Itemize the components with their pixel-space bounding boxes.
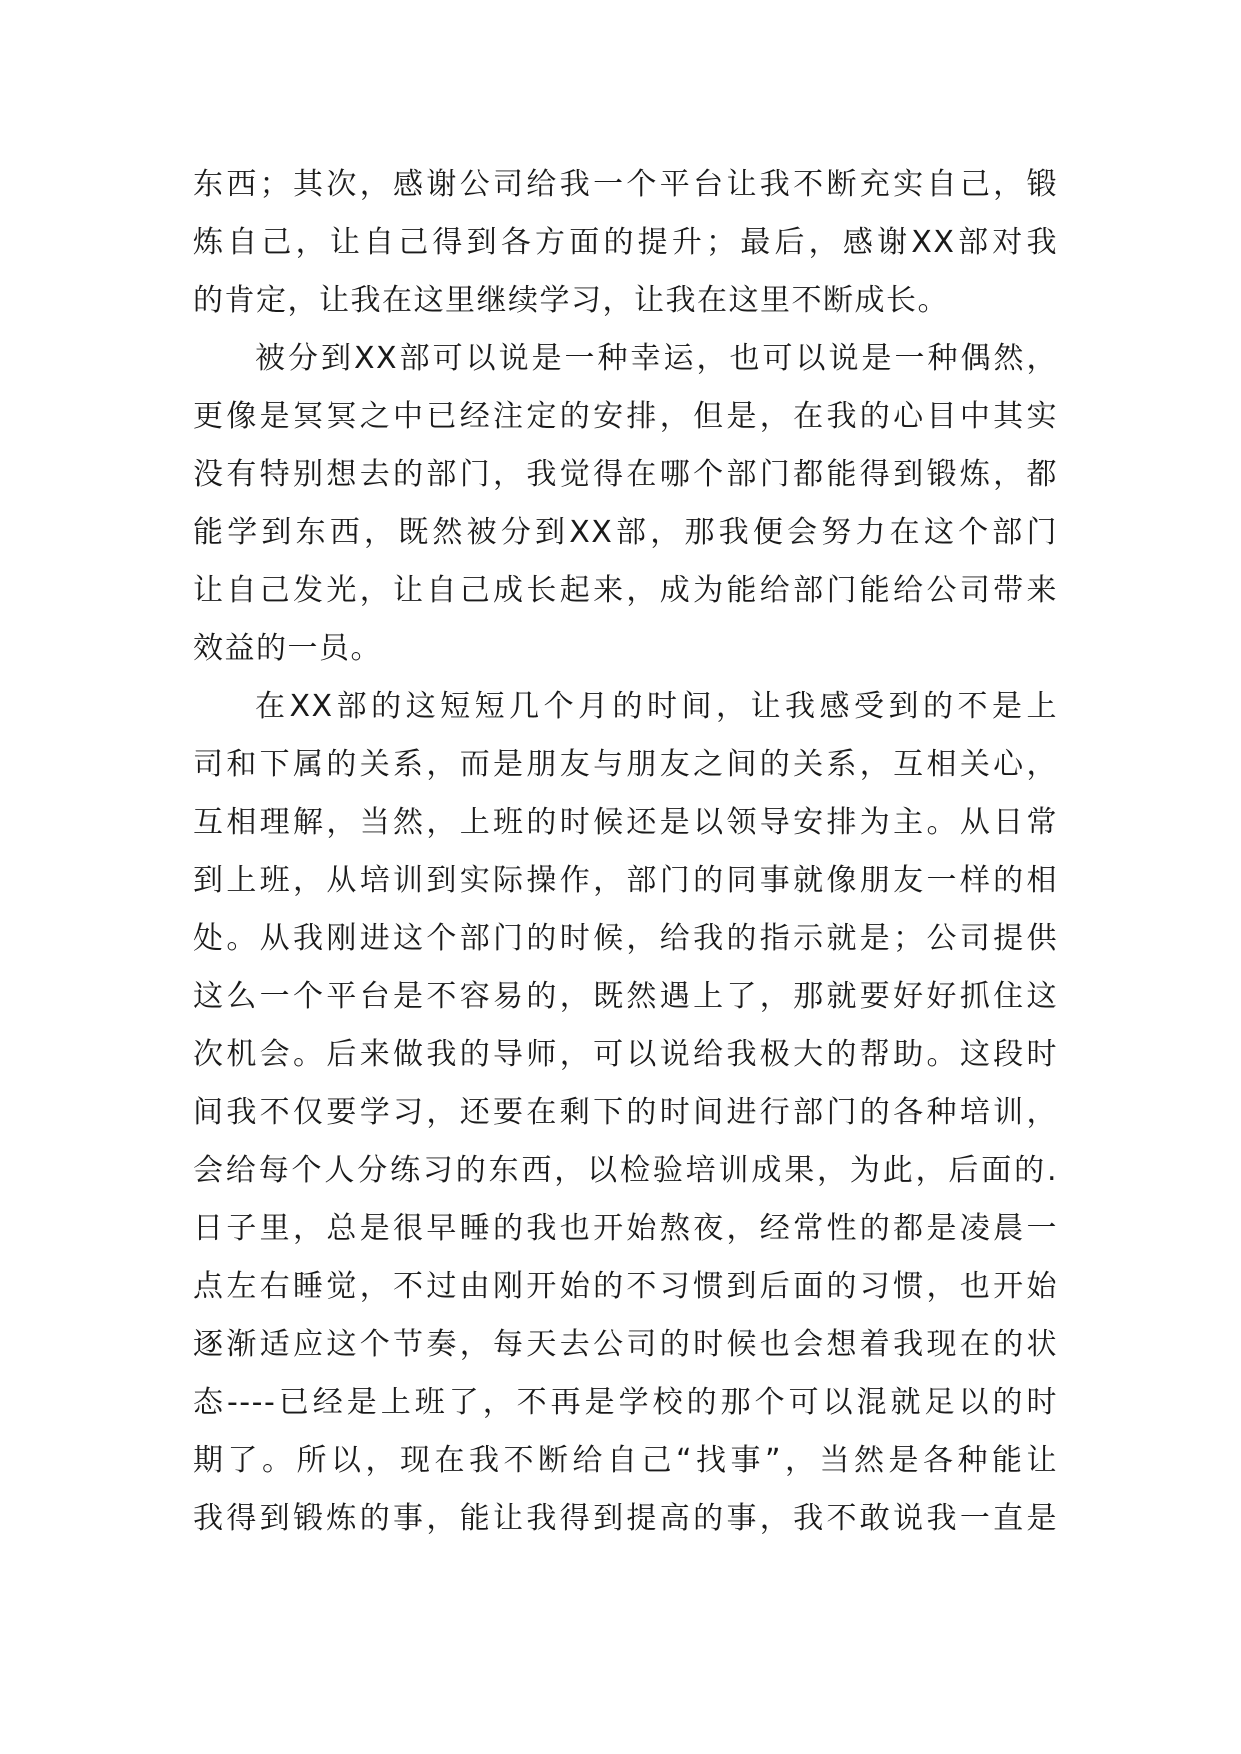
text-line: 点左右睡觉，不过由刚开始的不习惯到后面的习惯，也开始 xyxy=(193,1269,1058,1304)
text-line: 炼自己，让自己得到各方面的提升；最后，感谢XX部对我 xyxy=(193,225,1058,260)
text-line: 司和下属的关系，而是朋友与朋友之间的关系，互相关心， xyxy=(193,747,1058,782)
text-line: 东西；其次，感谢公司给我一个平台让我不断充实自己，锻 xyxy=(193,167,1058,202)
text-line: 处。从我刚进这个部门的时候，给我的指示就是；公司提供 xyxy=(193,921,1058,956)
text-line: 在XX部的这短短几个月的时间，让我感受到的不是上 xyxy=(255,689,1058,724)
text-line: 互相理解，当然，上班的时候还是以领导安排为主。从日常 xyxy=(193,805,1058,840)
text-line: 我得到锻炼的事，能让我得到提高的事，我不敢说我一直是 xyxy=(193,1501,1058,1536)
text-line: 被分到XX部可以说是一种幸运，也可以说是一种偶然， xyxy=(255,341,1058,376)
text-line: 态----已经是上班了，不再是学校的那个可以混就足以的时 xyxy=(193,1385,1058,1420)
text-line: 间我不仅要学习，还要在剩下的时间进行部门的各种培训， xyxy=(193,1095,1058,1130)
text-line: 没有特别想去的部门，我觉得在哪个部门都能得到锻炼，都 xyxy=(193,457,1058,492)
text-line: 能学到东西，既然被分到XX部，那我便会努力在这个部门 xyxy=(193,515,1058,550)
text-line: 会给每个人分练习的东西，以检验培训成果，为此，后面的. xyxy=(193,1153,1058,1188)
text-line: 效益的一员。 xyxy=(193,631,382,666)
text-line: 日子里，总是很早睡的我也开始熬夜，经常性的都是凌晨一 xyxy=(193,1211,1058,1246)
text-line: 更像是冥冥之中已经注定的安排，但是，在我的心目中其实 xyxy=(193,399,1058,434)
text-line: 让自己发光，让自己成长起来，成为能给部门能给公司带来 xyxy=(193,573,1058,608)
body-text xyxy=(193,156,1058,1548)
text-line: 这么一个平台是不容易的，既然遇上了，那就要好好抓住这 xyxy=(193,979,1058,1014)
text-line: 的肯定，让我在这里继续学习，让我在这里不断成长。 xyxy=(193,283,949,318)
text-line: 到上班，从培训到实际操作，部门的同事就像朋友一样的相 xyxy=(193,863,1058,898)
text-line: 次机会。后来做我的导师，可以说给我极大的帮助。这段时 xyxy=(193,1037,1058,1072)
text-line: 期了。所以，现在我不断给自己“找事”，当然是各种能让 xyxy=(193,1443,1058,1478)
text-line: 逐渐适应这个节奏，每天去公司的时候也会想着我现在的状 xyxy=(193,1327,1058,1362)
